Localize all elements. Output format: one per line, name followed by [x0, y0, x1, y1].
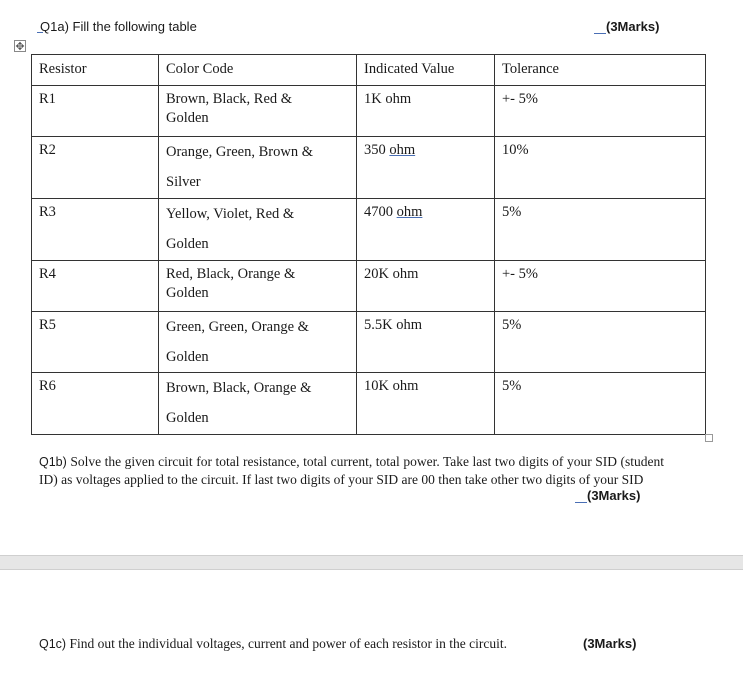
cell-color-code — [159, 312, 357, 373]
underline-mark — [594, 20, 606, 34]
color-line: Golden — [166, 236, 209, 252]
color-line: Silver — [166, 174, 201, 190]
cell-resistor: R4 — [32, 261, 159, 312]
underline-mark — [575, 489, 587, 503]
q1c-marks: (3Marks) — [583, 636, 637, 651]
cell-tolerance: 5% — [495, 199, 706, 261]
value-number: 4700 — [364, 204, 393, 220]
cell-color-code — [159, 199, 357, 261]
cell-resistor: R2 — [32, 137, 159, 199]
q1a-marks-text: (3Marks) — [606, 19, 660, 34]
cell-resistor: R6 — [32, 373, 159, 435]
table-header-row — [32, 55, 706, 86]
q1b-label: Q1b) — [39, 455, 67, 469]
cell-resistor: R5 — [32, 312, 159, 373]
cell-value: 20K ohm — [357, 261, 495, 312]
cell-tolerance: +- 5% — [495, 261, 706, 312]
q1a-marks — [594, 19, 659, 34]
table-row — [32, 312, 706, 373]
table-resize-handle-icon[interactable] — [705, 434, 713, 442]
cell-color-code — [159, 261, 357, 312]
color-line: Golden — [166, 349, 209, 365]
cell-value: 5.5K ohm — [357, 312, 495, 373]
color-line: Golden — [166, 285, 209, 301]
value-number: 350 — [364, 142, 386, 158]
value-unit: ohm — [389, 142, 416, 158]
color-line: Brown, Black, Orange & — [166, 380, 312, 396]
underline-mark — [37, 32, 43, 33]
table-move-handle-icon[interactable]: ✥ — [15, 41, 25, 53]
q1b-text: Solve the given circuit for total resistance, total current, total power. Take last two digits of your SID (student ID) as voltages applied to the circuit. If last two digits of your SID are 00 then take other two digits of your SID — [39, 454, 665, 487]
cell-tolerance: 5% — [495, 373, 706, 435]
color-line: Golden — [166, 110, 209, 126]
cell-value — [357, 137, 495, 199]
cell-color-code — [159, 137, 357, 199]
cell-color-code — [159, 373, 357, 435]
table-row — [32, 199, 706, 261]
q1b-question — [39, 453, 664, 488]
header-color-code: Color Code — [159, 55, 357, 86]
cell-value: 1K ohm — [357, 86, 495, 137]
cell-value: 10K ohm — [357, 373, 495, 435]
q1a-heading — [40, 19, 197, 34]
table-row — [32, 137, 706, 199]
cell-resistor: R1 — [32, 86, 159, 137]
color-line: Green, Green, Orange & — [166, 319, 309, 335]
table-row — [32, 373, 706, 435]
q1c-question — [39, 636, 507, 652]
q1c-label: Q1c) — [39, 637, 67, 651]
cell-value — [357, 199, 495, 261]
resistor-table — [31, 54, 706, 435]
color-line: Red, Black, Orange & — [166, 266, 296, 282]
table-row — [32, 86, 706, 137]
cell-resistor: R3 — [32, 199, 159, 261]
cell-tolerance: +- 5% — [495, 86, 706, 137]
color-line: Golden — [166, 410, 209, 426]
header-indicated-value: Indicated Value — [357, 55, 495, 86]
cell-tolerance: 5% — [495, 312, 706, 373]
page-break-gap — [0, 555, 743, 570]
cell-tolerance: 10% — [495, 137, 706, 199]
color-line: Yellow, Violet, Red & — [166, 206, 295, 222]
cell-color-code — [159, 86, 357, 137]
value-unit: ohm — [396, 204, 423, 220]
q1b-marks — [575, 488, 640, 503]
header-tolerance: Tolerance — [495, 55, 706, 86]
color-line: Brown, Black, Red & — [166, 91, 293, 107]
q1c-text: Find out the individual voltages, current and power of each resistor in the circuit. — [69, 636, 507, 651]
color-line: Orange, Green, Brown & — [166, 144, 313, 160]
q1b-marks-text: (3Marks) — [587, 488, 641, 503]
header-resistor: Resistor — [32, 55, 159, 86]
table-row — [32, 261, 706, 312]
q1a-title-text: Q1a) Fill the following table — [40, 19, 197, 34]
